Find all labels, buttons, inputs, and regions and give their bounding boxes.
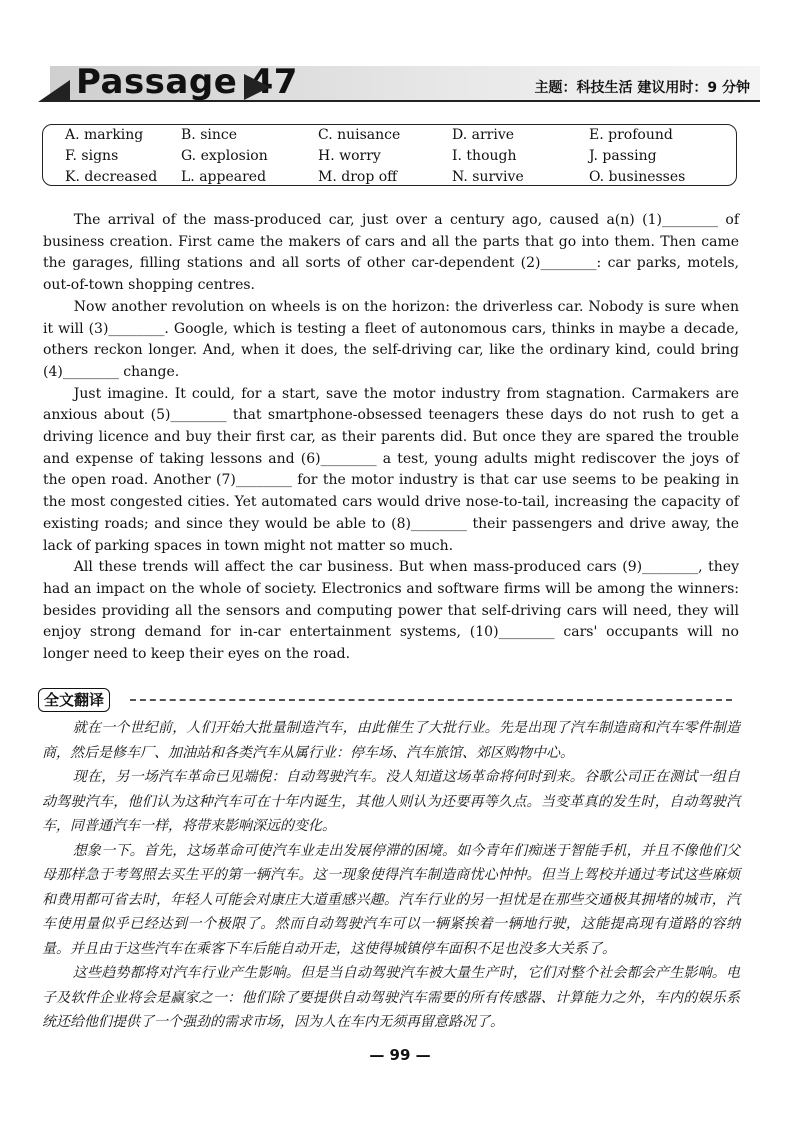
option-item: I. though: [452, 148, 517, 164]
translation-body: [42, 716, 740, 1035]
option-item: A. marking: [65, 127, 144, 143]
passage-paragraph: Just imagine. It could, for a start, save the motor industry from stagnation. Carmakers are anxious about (5)________ that smartphone-obsessed teenagers these days do not rush to get a driving licence and buy their first car, as their parents did. But once they are spared the trouble and expense of taking lessons and (6)________ a test, young adults might rediscover the joys of the open road. Another (7)________ for the motor industry is that car use seems to be peaking in the most congested cities. Yet automated cars would drive nose-to-tail, increasing the capacity of existing roads; and since they would be able to (8)________ their passengers and drive away, the lack of parking spaces in town might not matter so much.: [43, 385, 739, 554]
dashed-divider: [130, 699, 732, 701]
passage-paragraph: Now another revolution on wheels is on the horizon: the driverless car. Nobody is sure when it will (3)________. Google, which is testing a fleet of autonomous cars, thinks in maybe a decade, others reckon longer. And, when it does, the self-driving car, like the ordinary kind, could bring (4)________ change.: [43, 298, 739, 380]
page-number: — 99 —: [369, 1046, 431, 1064]
word-bank: [42, 124, 737, 186]
passage-title: Passage 47: [76, 62, 298, 102]
option-item: B. since: [181, 127, 237, 143]
option-item: H. worry: [318, 148, 381, 164]
option-item: D. arrive: [452, 127, 515, 143]
option-item: C. nuisance: [318, 127, 401, 143]
translation-heading: 全文翻译: [38, 688, 110, 712]
option-item: L. appeared: [181, 169, 267, 185]
option-item: G. explosion: [181, 148, 268, 164]
translation-paragraph: 想象一下。首先，这场革命可使汽车业走出发展停滞的困境。如今青年们痴迷于智能手机，并且不像他们父母那样急于考驾照去买生平的第一辆汽车。这一现象使得汽车制造商忧心忡忡。但当上驾校并通过考试这些麻烦和费用都可省去时，年轻人可能会对康庄大道重感兴趣。汽车行业的另一担忧是在那些交通极其拥堵的城市，汽车使用量似乎已经达到一个极限了。然而自动驾驶汽车可以一辆紧挨着一辆地行驶，这能提高现有道路的容纳量。并且由于这些汽车在乘客下车后能自动开走，这使得城镇停车面积不足也没多大关系了。: [42, 842, 740, 957]
option-item: M. drop off: [318, 169, 398, 185]
topic-and-time: 主题：科技生活 建议用时：9 分钟: [534, 80, 750, 96]
header-right-triangle-icon: [244, 74, 270, 100]
translation-paragraph: 现在，另一场汽车革命已见端倪：自动驾驶汽车。没人知道这场革命将何时到来。谷歌公司正在测试一组自动驾驶汽车，他们认为这种汽车可在十年内诞生，其他人则认为还要再等久点。当变革真的发生时，自动驾驶汽车，同普通汽车一样，将带来影响深远的变化。: [42, 769, 740, 834]
option-item: E. profound: [589, 127, 673, 143]
option-item: J. passing: [589, 148, 657, 164]
header-left-triangle-icon: [38, 80, 70, 102]
passage-paragraph: The arrival of the mass-produced car, just over a century ago, caused a(n) (1)________ of business creation. First came the makers of cars and all the parts that go into them. Then came the garages, filling stations and all sorts of other car-dependent (2)________: car parks, motels, out-of-town shopping centres.: [43, 212, 739, 294]
option-item: F. signs: [65, 148, 119, 164]
option-item: K. decreased: [65, 169, 158, 185]
passage-header: [38, 60, 760, 106]
option-item: N. survive: [452, 169, 524, 185]
translation-paragraph: 就在一个世纪前，人们开始大批量制造汽车，由此催生了大批行业。先是出现了汽车制造商和汽车零件制造商，然后是修车厂、加油站和各类汽车从属行业：停车场、汽车旅馆、郊区购物中心。: [42, 720, 740, 761]
option-item: O. businesses: [589, 169, 686, 185]
translation-paragraph: 这些趋势都将对汽车行业产生影响。但是当自动驾驶汽车被大量生产时，它们对整个社会都会产生影响。电子及软件企业将会是赢家之一：他们除了要提供自动驾驶汽车需要的所有传感器、计算能力之外，车内的娱乐系统还给他们提供了一个强劲的需求市场，因为人在车内无须再留意路况了。: [42, 965, 740, 1030]
passage-body: [43, 210, 739, 666]
passage-paragraph: All these trends will affect the car business. But when mass-produced cars (9)________, they had an impact on the whole of society. Electronics and software firms will be among the winners: besides providing all the sensors and computing power that self-driving cars will need, they will enjoy strong demand for in-car entertainment systems, (10)________ cars' occupants will no longer need to keep their eyes on the road.: [43, 559, 739, 663]
